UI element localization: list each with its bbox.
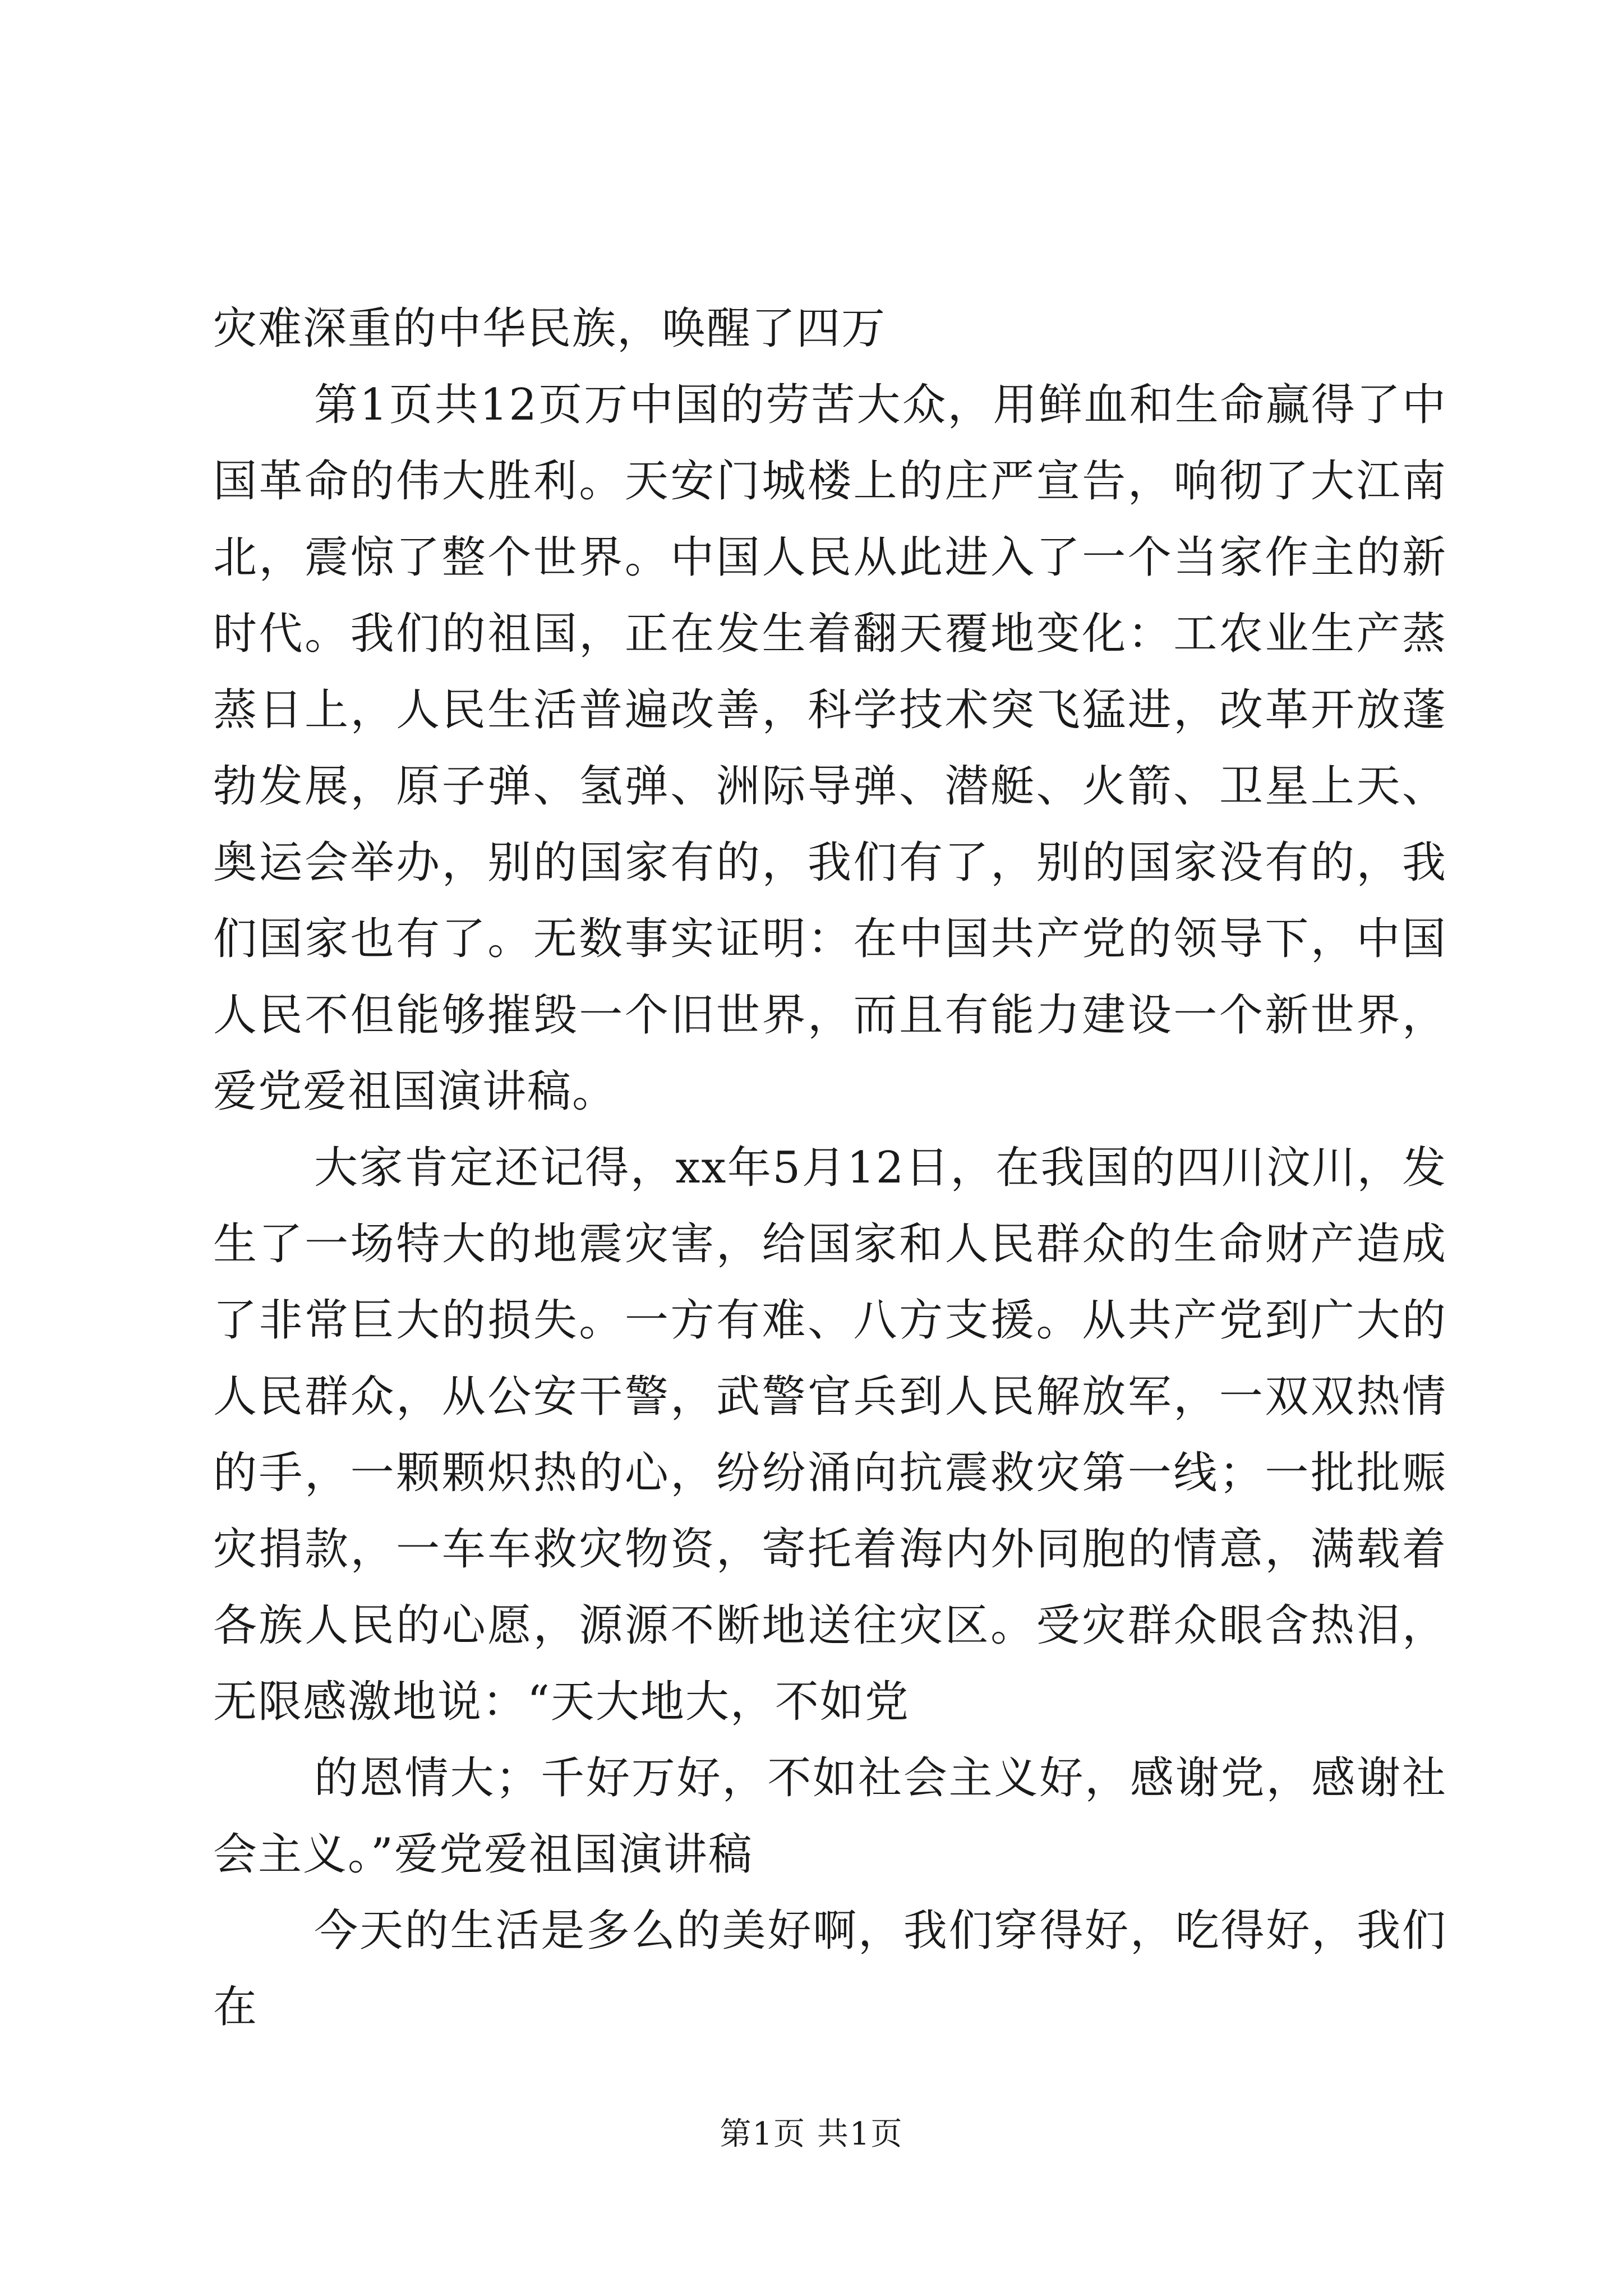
paragraph-2: 第1页共12页万中国的劳苦大众，用鲜血和生命赢得了中国革命的伟大胜利。天安门城楼上的庄严宣告，响彻了大江南北，震惊了整个世界。中国人民从此进入了一个当家作主的新时代。我们的祖国，正在发生着翻天覆地变化：工农业生产蒸蒸日上，人民生活普遍改善，科学技术突飞猛进，改革开放蓬勃发展，原子弹、氢弹、洲际导弹、潜艇、火箭、卫星上天、奥运会举办，别的国家有的，我们有了，别的国家没有的，我们国家也有了。无数事实证明：在中国共产党的领导下，中国人民不但能够摧毁一个旧世界，而且有能力建设一个新世界，爱党爱祖国演讲稿。 xyxy=(213,380,1447,1117)
paragraph-1: 灾难深重的中华民族，唤醒了四万 xyxy=(213,303,887,354)
page-footer: 第1页 共1页 xyxy=(720,2116,903,2152)
paragraph-4: 的恩情大；千好万好，不如社会主义好，感谢党，感谢社会主义。”爱党爱祖国演讲稿 xyxy=(213,1753,1447,1880)
paragraph-5: 今天的生活是多么的美好啊，我们穿得好，吃得好，我们在 xyxy=(213,1906,1447,2032)
document-body xyxy=(213,291,1447,2045)
paragraph-3: 大家肯定还记得，xx年5月12日，在我国的四川汶川，发生了一场特大的地震灾害，给国家和人民群众的生命财产造成了非常巨大的损失。一方有难、八方支援。从共产党到广大的人民群众，从公安干警，武警官兵到人民解放军，一双双热情的手，一颗颗炽热的心，纷纷涌向抗震救灾第一线；一批批赈灾捐款，一车车救灾物资，寄托着海内外同胞的情意，满载着各族人民的心愿，源源不断地送往灾区。受灾群众眼含热泪，无限感激地说：“天大地大，不如党 xyxy=(213,1143,1447,1727)
